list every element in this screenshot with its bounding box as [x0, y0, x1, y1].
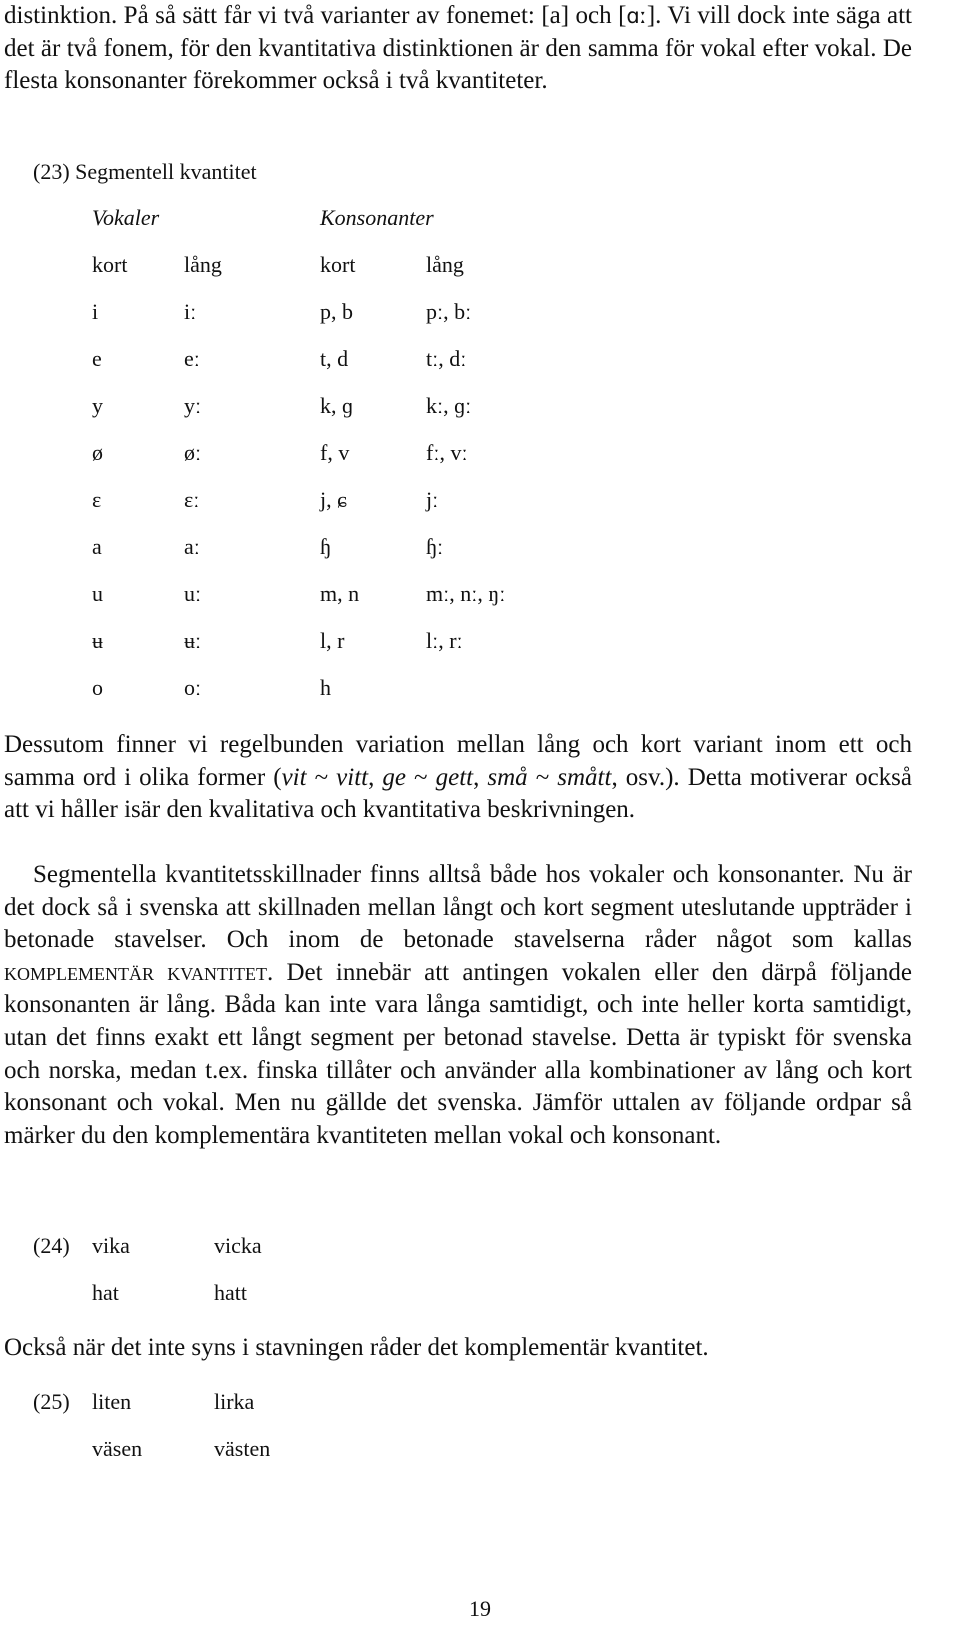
example-word: smått: [557, 763, 612, 791]
example-word: vitt: [336, 763, 369, 791]
intro-text-start: distinktion. På så sätt får vi två varianter av fonemet: [a] och [: [4, 2, 627, 29]
page-number: 19: [469, 1596, 491, 1621]
table-cell: jː: [426, 487, 439, 512]
group-header-consonants: Konsonanter: [320, 205, 434, 230]
col-header-vowel-long: lång: [184, 252, 222, 277]
table-cell: uː: [184, 581, 202, 606]
table-cell: kː, ɡː: [426, 393, 472, 418]
text-run: , osv.). Detta motiverar också att vi håller isär den kvalitativa och kvantitativa beskrivningen.: [4, 763, 912, 824]
word-pair-cell: västen: [214, 1436, 271, 1461]
text-run: Segmentella kvantitetsskillnader finns alltså både hos vokaler och konsonanter. Nu är det dock så i svenska att skillnaden mellan långt och kort segment uteslutande uppträder i betonade stavelser. Och inom de betonade stavelserna råder något som kallas: [4, 861, 912, 954]
word-pair-cell: hat: [92, 1280, 119, 1305]
word-pair-cell: hatt: [214, 1280, 247, 1305]
word-pair-cell: väsen: [92, 1436, 143, 1461]
table-cell: y: [92, 393, 103, 418]
word-pair-cell: lirka: [214, 1389, 255, 1414]
table-cell: iː: [184, 299, 197, 324]
table-cell: l, r: [320, 628, 345, 653]
table-cell: k, ɡ: [320, 393, 353, 418]
intro-text-end: ]. Vi vill dock inte säga att det är två fonem, för den kvantitativa distinktionen är den samma för vokal efter vokal. De flesta konsonanter förekommer också i två kvantiteter.: [4, 2, 912, 95]
table-cell: ɧː: [426, 534, 444, 559]
group-header-vowels: Vokaler: [92, 205, 160, 230]
paragraph-spelling: Också när det inte syns i stavningen råder det komplementär kvantitet.: [4, 1334, 709, 1361]
col-header-consonant-short: kort: [320, 252, 356, 277]
table-cell: t, d: [320, 346, 349, 371]
table-cell: ʉ: [92, 628, 103, 653]
table-cell: u: [92, 581, 103, 606]
table-cell: aː: [184, 534, 200, 559]
table-cell: eː: [184, 346, 200, 371]
example-word: gett: [435, 763, 474, 791]
table-cell: h: [320, 675, 331, 700]
table-cell: mː, nː, ŋː: [426, 581, 506, 606]
table-cell: o: [92, 675, 103, 700]
table-cell: ɛː: [184, 487, 200, 512]
table-cell: ɛ: [92, 487, 102, 512]
table-cell: f, v: [320, 440, 350, 465]
table-cell: j, ɕ: [320, 487, 347, 512]
example-label: (24): [33, 1233, 70, 1258]
example-label: (25): [33, 1389, 70, 1414]
table-cell: ɧ: [320, 534, 331, 559]
word-pair-cell: vika: [92, 1233, 130, 1258]
tilde-separator: ~: [527, 763, 558, 791]
table-cell: m, n: [320, 581, 360, 606]
table-cell: e: [92, 346, 102, 371]
word-pair-cell: vicka: [214, 1233, 262, 1258]
col-header-vowel-short: kort: [92, 252, 128, 277]
table-cell: i: [92, 299, 99, 324]
table-cell: ʉː: [184, 628, 202, 653]
tilde-separator: ~: [306, 763, 337, 791]
table-cell: fː, vː: [426, 440, 468, 465]
table-cell: pː, bː: [426, 299, 472, 324]
word-pair-cell: liten: [92, 1389, 132, 1414]
table-cell: ø: [92, 440, 103, 465]
tilde-separator: ~: [406, 763, 436, 791]
comma-separator: ,: [368, 763, 383, 791]
example-word: ge: [382, 763, 406, 791]
technical-term: komplementär kvantitet: [4, 958, 267, 986]
text-run: Dessutom finner vi regelbunden variation mellan lång och kort variant inom ett och samma ord i olika former (: [4, 731, 912, 791]
comma-separator: ,: [473, 763, 488, 791]
table-cell: yː: [184, 393, 202, 418]
table-cell: a: [92, 534, 102, 559]
table-cell: øː: [184, 440, 202, 465]
example-word: vit: [281, 763, 307, 791]
table-cell: lː, rː: [426, 628, 463, 653]
example-23-title: (23) Segmentell kvantitet: [33, 159, 257, 184]
table-cell: p, b: [320, 299, 353, 324]
ipa-symbol: ɑː: [626, 4, 647, 28]
text-run: . Det innebär att antingen vokalen eller den därpå följande konsonanten är lång. Båda kan inte vara långa samtidigt, och inte heller korta samtidigt, utan det finns exakt ett långt segment per betonad stavelse. Detta är typiskt för svenska och norska, medan t.ex. finska tillåter och använder alla kombinationer av lång och kort konsonant och vokal. Men nu gällde det svenska. Jämför uttalen av följande ordpar så märker du den komplementära kvantiteten mellan vokal och konsonant.: [4, 958, 913, 1149]
example-word: små: [487, 763, 528, 791]
table-cell: tː, dː: [426, 346, 467, 371]
col-header-consonant-long: lång: [426, 252, 464, 277]
table-cell: oː: [184, 675, 202, 700]
